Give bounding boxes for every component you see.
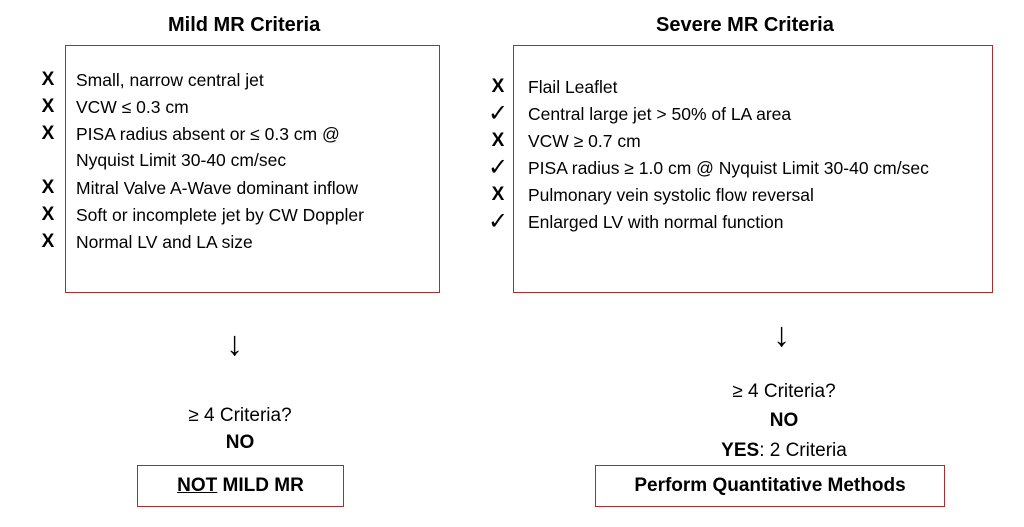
- mild-question: ≥ 4 Criteria?: [188, 405, 292, 426]
- severe-question: ≥ 4 Criteria?: [732, 381, 836, 402]
- mild-item: VCW ≤ 0.3 cm: [76, 97, 189, 117]
- mild-result-rest: MILD MR: [217, 475, 304, 496]
- severe-check-icon: ✓: [487, 100, 509, 127]
- severe-result-box: Perform Quantitative Methods: [595, 465, 945, 507]
- severe-yes-rest: : 2 Criteria: [759, 440, 847, 461]
- severe-down-arrow-icon: ↓: [773, 316, 790, 354]
- severe-answer: NO: [769, 410, 799, 431]
- mild-result-box: [137, 465, 344, 507]
- mild-x-mark: X: [41, 123, 55, 144]
- mild-x-mark: X: [41, 96, 55, 117]
- mild-answer: NO: [225, 432, 255, 453]
- severe-check-icon: ✓: [487, 154, 509, 181]
- mild-x-mark: X: [41, 231, 55, 252]
- severe-item: Central large jet > 50% of LA area: [528, 104, 792, 124]
- severe-item: PISA radius ≥ 1.0 cm @ Nyquist Limit 30-40 cm/sec: [528, 158, 929, 178]
- severe-x-mark: X: [491, 184, 505, 205]
- mild-down-arrow-icon: ↓: [226, 325, 243, 363]
- mild-title: Mild MR Criteria: [168, 14, 321, 36]
- severe-item: Flail Leaflet: [528, 77, 618, 97]
- mild-result-not: NOT: [177, 475, 218, 496]
- severe-yes-line: [654, 440, 914, 462]
- severe-item: Enlarged LV with normal function: [528, 212, 784, 232]
- mild-item: Mitral Valve A-Wave dominant inflow: [76, 178, 359, 198]
- mild-x-mark: X: [41, 204, 55, 225]
- severe-yes-label: YES: [721, 440, 760, 461]
- mild-item: Soft or incomplete jet by CW Doppler: [76, 205, 364, 225]
- mild-item-continuation: Nyquist Limit 30-40 cm/sec: [76, 150, 287, 170]
- mild-x-mark: X: [41, 69, 55, 90]
- severe-x-mark: X: [491, 130, 505, 151]
- severe-x-mark: X: [491, 76, 505, 97]
- mild-item: Small, narrow central jet: [76, 70, 264, 90]
- mild-x-mark: X: [41, 177, 55, 198]
- mild-item: PISA radius absent or ≤ 0.3 cm @: [76, 124, 340, 144]
- severe-check-icon: ✓: [487, 208, 509, 235]
- mild-item: Normal LV and LA size: [76, 232, 253, 252]
- severe-title: Severe MR Criteria: [656, 14, 834, 36]
- severe-item: VCW ≥ 0.7 cm: [528, 131, 641, 151]
- severe-item: Pulmonary vein systolic flow reversal: [528, 185, 814, 205]
